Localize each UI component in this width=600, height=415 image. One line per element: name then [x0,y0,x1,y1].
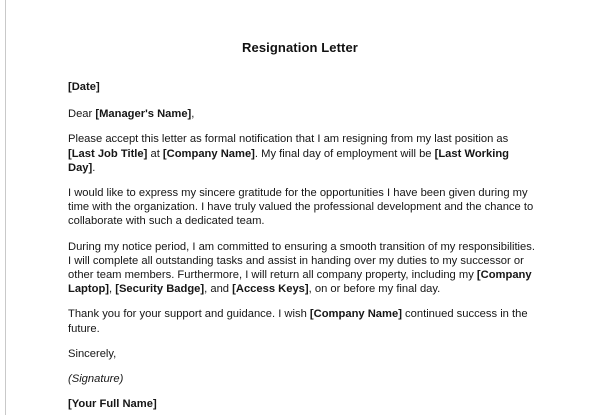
manager-name-placeholder: [Manager's Name] [95,108,192,121]
text-run: During my notice period, I am committed to ensuring a smooth transition of my responsibilities. I will complete all outstanding tasks and assist in handing over my duties to my successor or other team members. Furthermore, I will return all company property, including my [68,240,535,282]
paragraph-notification [68,132,537,175]
full-name-placeholder: [Your Full Name] [68,398,157,411]
text-run: . [92,161,96,174]
bold-placeholder: [Company Laptop] [68,269,532,296]
salutation-line [68,107,537,121]
text-run: at [147,147,163,160]
text-run: continued success in the future. [68,308,528,335]
signature-placeholder: (Signature) [68,373,124,386]
letter-body [0,55,600,411]
text-run: , on or before my final day. [308,283,441,296]
page-title: Resignation Letter [242,40,358,55]
paragraph-thanks [68,307,537,335]
bold-placeholder: [Security Badge] [115,283,205,296]
bold-placeholder: [Last Job Title] [68,147,148,160]
bold-placeholder: [Company Name] [309,308,402,321]
paragraph-gratitude [68,186,537,229]
bold-placeholder: [Access Keys] [232,283,309,296]
salutation-prefix: Dear [68,108,96,121]
page-left-edge-rule [5,0,6,415]
text-run: , [109,283,116,296]
text-run: I would like to express my sincere gratitude for the opportunities I have been given during my time with the organization. I have truly valued the professional development and the chance to collaborate with such a dedicated team. [68,187,534,228]
text-run: Please accept this letter as formal notification that I am resigning from my last position as [68,133,509,146]
text-run: . My final day of employment will be [254,147,435,160]
bold-placeholder: [Last Working Day] [68,147,510,174]
text-run: Thank you for your support and guidance. I wish [68,308,310,321]
full-name-line [68,397,537,411]
salutation-suffix: , [191,108,195,121]
paragraph-transition [68,240,537,297]
date-placeholder: [Date] [68,81,100,93]
closing-line: Sincerely, [68,347,117,360]
text-run: , and [204,283,233,296]
signature-line [68,372,537,386]
date-line [68,80,537,94]
bold-placeholder: [Company Name] [162,147,255,160]
